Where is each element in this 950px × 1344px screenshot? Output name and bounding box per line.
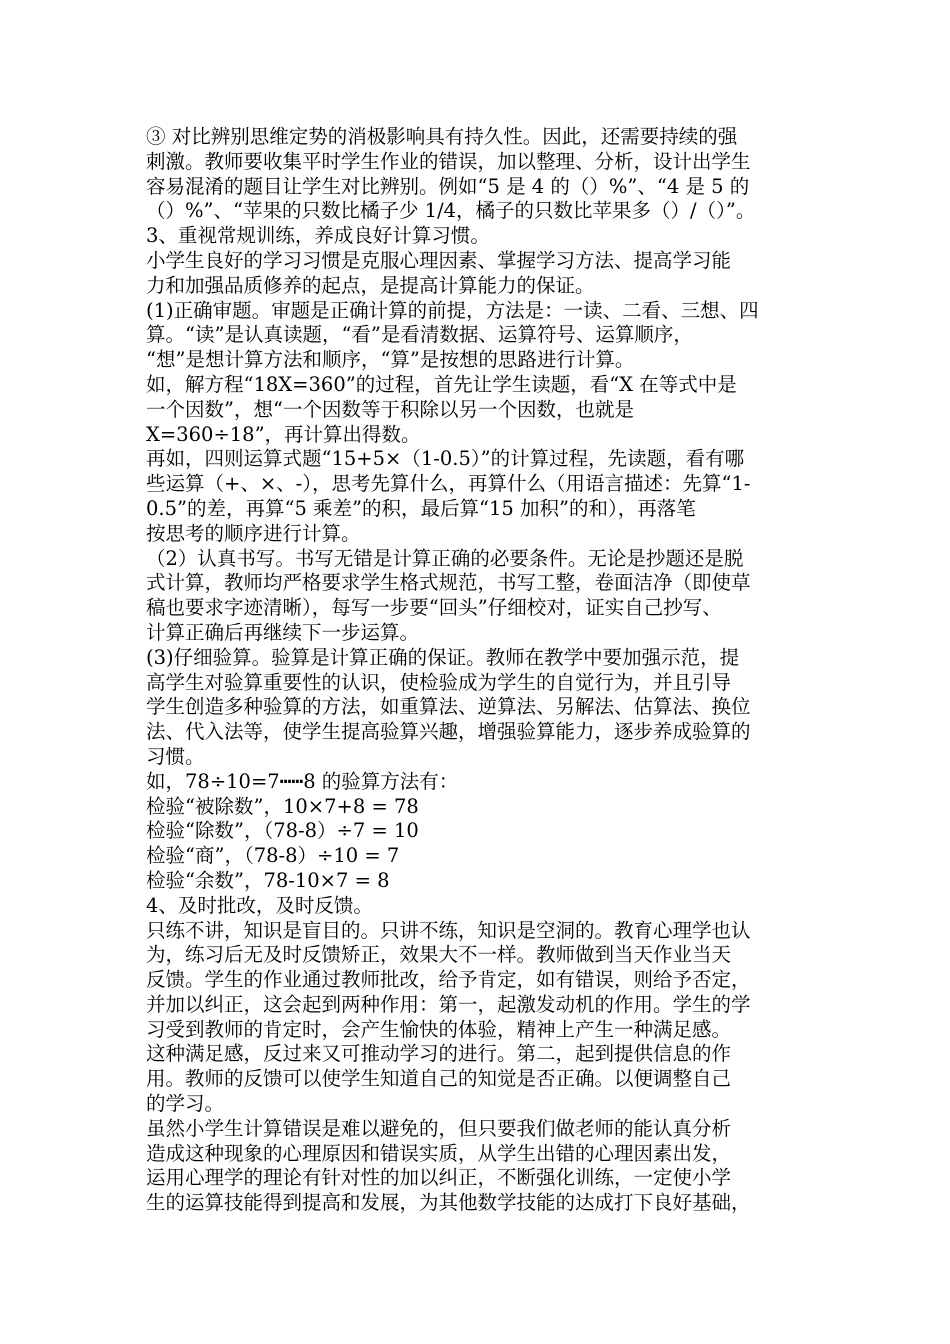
text-line: 式计算，教师均严格要求学生格式规范，书写工整，卷面洁净（即使草 [146, 571, 751, 595]
text-line: 容易混淆的题目让学生对比辨别。例如“5 是 4 的（）%”、“4 是 5 的 [146, 174, 750, 198]
text-line: 力和加强品质修养的起点，是提高计算能力的保证。 [146, 273, 595, 297]
text-line: 生的运算技能得到提高和发展，为其他数学技能的达成打下良好基础， [146, 1191, 751, 1215]
text-line: 检验“被除数”，10×7+8 = 78 [146, 794, 419, 818]
text-line: 检验“商”，（78-8）÷10 = 7 [146, 844, 400, 868]
text-line: 再如，四则运算式题“15+5×（1-0.5）”的计算过程，先读题，看有哪 [146, 447, 745, 471]
text-line: 小学生良好的学习习惯是克服心理因素、掌握学习方法、提高学习能 [146, 248, 732, 272]
text-line: 并加以纠正，这会起到两种作用：第一，起激发动机的作用。学生的学 [146, 992, 751, 1016]
text-line: 一个因数”，想“一个因数等于积除以另一个因数，也就是 [146, 397, 634, 421]
text-line: 算。“读”是认真读题，“看”是看清数据、运算符号、运算顺序， [146, 323, 693, 347]
text-line: 用。教师的反馈可以使学生知道自己的知觉是否正确。以便调整自己 [146, 1067, 732, 1091]
text-line: 刺激。教师要收集平时学生作业的错误，加以整理、分析，设计出学生 [146, 149, 751, 173]
text-line: 反馈。学生的作业通过教师批改，给予肯定，如有错误，则给予否定， [146, 968, 751, 992]
text-line: 按思考的顺序进行计算。 [146, 521, 361, 545]
text-line: 检验“除数”，（78-8）÷7 = 10 [146, 819, 419, 843]
text-line: 习受到教师的肯定时，会产生愉快的体验，精神上产生一种满足感。 [146, 1017, 732, 1041]
text-line: “想”是想计算方法和顺序，“算”是按想的思路进行计算。 [146, 348, 635, 372]
text-line: 高学生对验算重要性的认识，使检验成为学生的自觉行为，并且引导 [146, 670, 732, 694]
text-line: 检验“余数”，78-10×7 = 8 [146, 868, 390, 892]
text-line: 计算正确后再继续下一步运算。 [146, 620, 420, 644]
text-line: 0.5”的差，再算“5 乘差”的积，最后算“15 加积”的和），再落笔 [146, 496, 696, 520]
text-line: 学生创造多种验算的方法，如重算法、逆算法、另解法、估算法、换位 [146, 695, 751, 719]
text-line: （）%”、“苹果的只数比橘子少 1/4，橘子的只数比苹果多（）/（）”。 [146, 199, 756, 223]
text-line: 的学习。 [146, 1092, 225, 1116]
text-line: (3)仔细验算。验算是计算正确的保证。教师在教学中要加强示范，提 [146, 645, 740, 669]
text-line: 这种满足感，反过来又可推动学习的进行。第二，起到提供信息的作 [146, 1042, 732, 1066]
text-line: （2）认真书写。书写无错是计算正确的必要条件。无论是抄题还是脱 [146, 546, 744, 570]
text-line: 造成这种现象的心理原因和错误实质，从学生出错的心理因素出发， [146, 1141, 732, 1165]
text-line: 只练不讲，知识是盲目的。只讲不练，知识是空洞的。教育心理学也认 [146, 918, 751, 942]
text-line: 如，78÷10=7┅┅8 的验算方法有： [146, 769, 459, 793]
text-line: 法、代入法等，使学生提高验算兴趣，增强验算能力，逐步养成验算的 [146, 720, 751, 744]
text-line: X=360÷18”，再计算出得数。 [146, 422, 421, 446]
text-line: ③ 对比辨别思维定势的消极影响具有持久性。因此，还需要持续的强 [146, 125, 738, 148]
text-line: 如，解方程“18X=360”的过程，首先让学生读题，看“X 在等式中是 [146, 372, 737, 396]
text-line: 些运算（+、×、-），思考先算什么，再算什么（用语言描述：先算“1- [146, 472, 751, 496]
text-line: 运用心理学的理论有针对性的加以纠正，不断强化训练，一定使小学 [146, 1166, 732, 1190]
document-body [146, 125, 826, 1216]
text-line: 稿也要求字迹清晰），每写一步要“回头”仔细校对，证实自己抄写、 [146, 596, 722, 620]
text-line: 为，练习后无及时反馈矫正，效果大不一样。教师做到当天作业当天 [146, 943, 732, 967]
text-line: 习惯。 [146, 744, 205, 768]
text-line: 4、及时批改，及时反馈。 [146, 893, 373, 917]
text-line: 虽然小学生计算错误是难以避免的，但只要我们做老师的能认真分析 [146, 1116, 732, 1140]
text-line: 3、重视常规训练，养成良好计算习惯。 [146, 224, 490, 248]
text-line: (1)正确审题。审题是正确计算的前提，方法是：一读、二看、三想、四 [146, 298, 759, 322]
